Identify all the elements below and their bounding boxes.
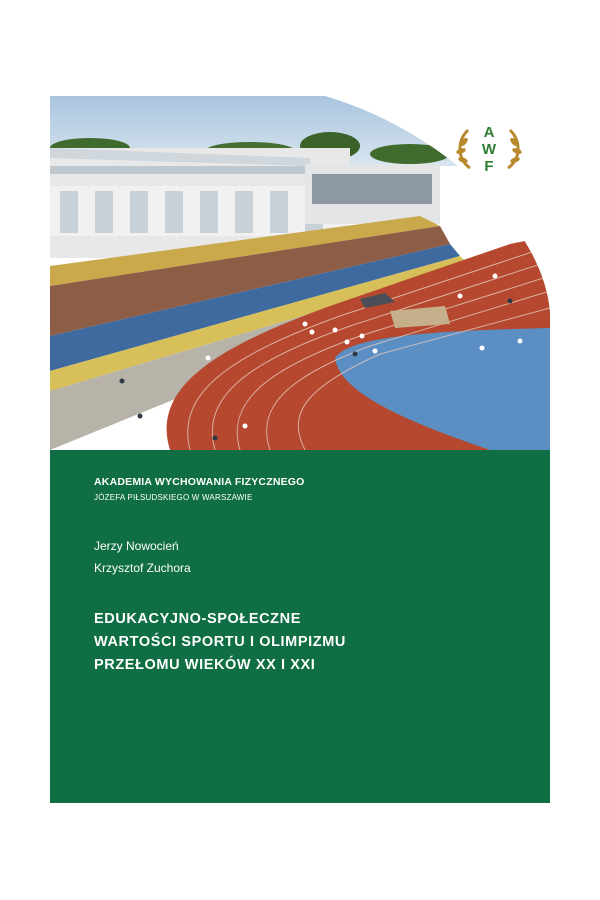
logo-letter-f: F: [484, 158, 494, 175]
logo-letter-w: W: [481, 141, 497, 158]
book-title: [94, 608, 514, 677]
logo-letter-a: A: [483, 124, 495, 141]
stadium-photo: [50, 96, 550, 450]
title-panel: [50, 450, 550, 803]
awf-logo: [454, 120, 524, 184]
institution-subtitle: JÓZEFA PIŁSUDSKIEGO W WARSZAWIE: [94, 493, 253, 502]
author-1: Jerzy Nowocień: [94, 539, 179, 553]
book-cover: [50, 96, 550, 803]
title-line-2: WARTOŚCI SPORTU I OLIMPIZMU: [94, 634, 346, 650]
author-2: Krzysztof Zuchora: [94, 561, 191, 575]
title-line-3: PRZEŁOMU WIEKÓW XX I XXI: [94, 657, 316, 673]
laurel-wreath-icon: [454, 120, 524, 184]
institution-name: AKADEMIA WYCHOWANIA FIZYCZNEGO: [94, 476, 305, 488]
title-line-1: EDUKACYJNO-SPOŁECZNE: [94, 611, 301, 627]
